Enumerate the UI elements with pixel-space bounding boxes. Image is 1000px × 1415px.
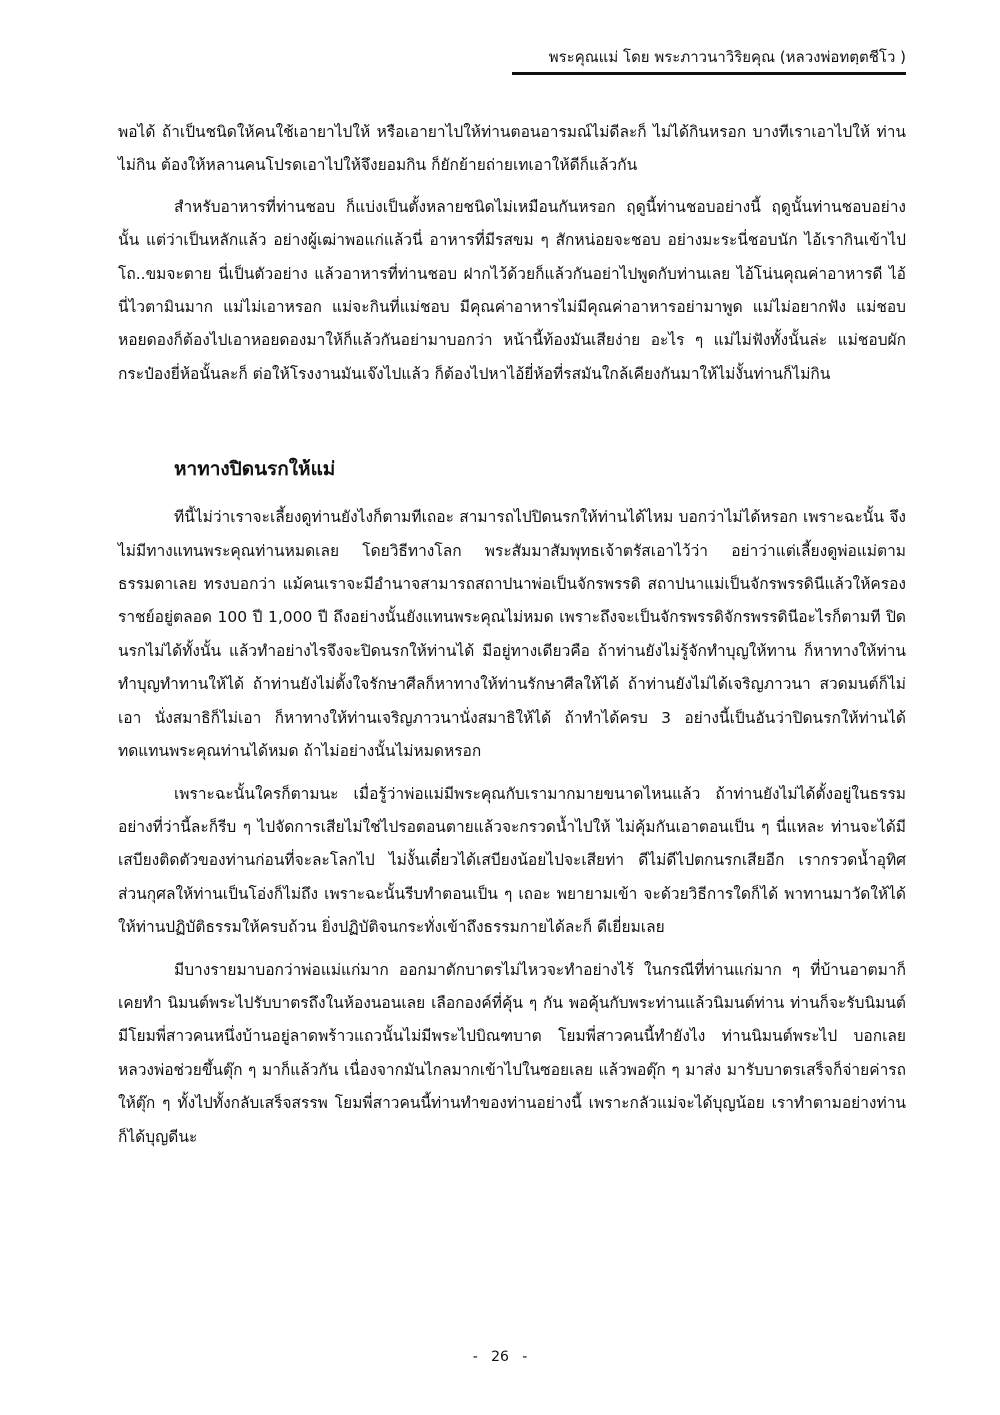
section-heading: หาทางปิดนรกให้แม่: [174, 458, 336, 481]
page-content: [118, 116, 906, 1154]
paragraph: พอได้ ถ้าเป็นชนิดให้คนใช้เอายาไปให้ หรือเอายาไปให้ท่านตอนอารมณ์ไม่ดีละก็ ไม่ได้กินหรอก บางทีเราเอาไปให้ ท่านไม่กิน ต้องให้หลานคนโปรดเอาไปให้จึงยอมกิน ก็ยักย้ายถ่ายเทเอาให้ดีก็แล้วกัน: [118, 123, 906, 175]
paragraph: สำหรับอาหารที่ท่านชอบ ก็แบ่งเป็นตั้งหลายชนิดไม่เหมือนกันหรอก ฤดูนี้ท่านชอบอย่างนี้ ฤดูนั้นท่านชอบอย่างนั้น แต่ว่าเป็นหลักแล้ว อย่างผู้เฒ่าพอแก่แล้วนี่ อาหารที่มีรสขม ๆ สักหน่อยจะชอบ อย่างมะระนี่ชอบนัก ไอ้เรากินเข้าไป โถ..ขมจะตาย นี่เป็นตัวอย่าง แล้วอาหารที่ท่านชอบ ฝากไว้ด้วยก็แล้วกันอย่าไปพูดกับท่านเลย ไอ้โน่นคุณค่าอาหารดี ไอ้นี่ไวตามินมาก แม่ไม่เอาหรอก แม่จะกินที่แม่ชอบ มีคุณค่าอาหารไม่มีคุณค่าอาหารอย่ามาพูด แม่ไม่อยากฟัง แม่ชอบหอยดองก็ต้องไปเอาหอยดองมาให้ก็แล้วกันอย่ามาบอกว่า หน้านี้ท้องมันเสียง่าย อะไร ๆ แม่ไม่ฟังทั้งนั้นล่ะ แม่ชอบผักกระป๋องยี่ห้อนั้นละก็ ต่อให้โรงงานมันเจ๊งไปแล้ว ก็ต้องไปหาไอ้ยี่ห้อที่รสมันใกล้เคียงกันมาให้ไม่งั้นท่านก็ไม่กิน: [118, 197, 906, 383]
paragraph: ทีนี้ไม่ว่าเราจะเลี้ยงดูท่านยังไงก็ตามทีเถอะ สามารถไปปิดนรกให้ท่านได้ไหม บอกว่าไม่ได้หรอก เพราะฉะนั้น จึงไม่มีทางแทนพระคุณท่านหมดเลย โดยวิธีทางโลก พระสัมมาสัมพุทธเจ้าตรัสเอาไว้ว่า อย่าว่าแต่เลี้ยงดูพ่อแม่ตามธรรมดาเลย ทรงบอกว่า แม้คนเราจะมีอำนาจสามารถสถาปนาพ่อเป็นจักรพรรดิ สถาปนาแม่เป็นจักรพรรดินีแล้วให้ครองราชย์อยู่ตลอด 100 ปี 1,000 ปี ถึงอย่างนั้นยังแทนพระคุณไม่หมด เพราะถึงจะเป็นจักรพรรดิจักรพรรดินีอะไรก็ตามที ปิดนรกไม่ได้ทั้งนั้น แล้วทำอย่างไรจึงจะปิดนรกให้ท่านได้ มีอยู่ทางเดียวคือ ถ้าท่านยังไม่รู้จักทำบุญให้ทาน ก็หาทางให้ท่านทำบุญทำทานให้ได้ ถ้าท่านยังไม่ตั้งใจรักษาศีลก็หาทางให้ท่านรักษาศีลให้ได้ ถ้าท่านยังไม่ได้เจริญภาวนา สวดมนต์ก็ไม่เอา นั่งสมาธิก็ไม่เอา ก็หาทางให้ท่านเจริญภาวนานั่งสมาธิให้ได้ ถ้าทำได้ครบ 3 อย่างนี้เป็นอันว่าปิดนรกให้ท่านได้ ทดแทนพระคุณท่านได้หมด ถ้าไม่อย่างนั้นไม่หมดหรอก: [118, 508, 906, 761]
page-header: [0, 36, 1000, 76]
page-number: - 26 -: [472, 1349, 528, 1365]
paragraph: มีบางรายมาบอกว่าพ่อแม่แก่มาก ออกมาตักบาตรไม่ไหวจะทำอย่างไร้ ในกรณีที่ท่านแก่มาก ๆ ที่บ้านอาตมาก็เคยทำ นิมนต์พระไปรับบาตรถึงในห้องนอนเลย เลือกองค์ที่คุ้น ๆ กัน พอคุ้นกับพระท่านแล้วนิมนต์ท่าน ท่านก็จะรับนิมนต์ มีโยมพี่สาวคนหนึ่งบ้านอยู่ลาดพร้าวแถวนั้นไม่มีพระไปบิณฑบาต โยมพี่สาวคนนี้ทำยังไง ท่านนิมนต์พระไป บอกเลย หลวงพ่อช่วยขึ้นตุ๊ก ๆ มาก็แล้วกัน เนื่องจากมันไกลมากเข้าไปในซอยเลย แล้วพอตุ๊ก ๆ มาส่ง มารับบาตรเสร็จก็จ่ายค่ารถให้ตุ๊ก ๆ ทั้งไปทั้งกลับเสร็จสรรพ โยมพี่สาวคนนี้ท่านทำของท่านอย่างนี้ เพราะกลัวแม่จะได้บุญน้อย เราทำตามอย่างท่านก็ได้บุญดีนะ: [118, 960, 906, 1146]
header-title: พระคุณแม่ โดย พระภาวนาวิริยคุณ (หลวงพ่อทตฺตชีโว ): [548, 48, 906, 66]
header-rule: [512, 72, 906, 75]
paragraph: เพราะฉะนั้นใครก็ตามนะ เมื่อรู้ว่าพ่อแม่มีพระคุณกับเรามากมายขนาดไหนแล้ว ถ้าท่านยังไม่ได้ตั้งอยู่ในธรรมอย่างที่ว่านี้ละก็รีบ ๆ ไปจัดการเสียไม่ใช่ไปรอตอนตายแล้วจะกรวดน้ำไปให้ ไม่คุ้มกันเอาตอนเป็น ๆ นี่แหละ ท่านจะได้มีเสบียงติดตัวของท่านก่อนที่จะละโลกไป ไม่งั้นเดี๋ยวได้เสบียงน้อยไปจะเสียท่า ดีไม่ดีไปตกนรกเสียอีก เรากรวดน้ำอุทิศส่วนกุศลให้ท่านเป็นโอ่งก็ไม่ถึง เพราะฉะนั้นรีบทำตอนเป็น ๆ เถอะ พยายามเข้า จะด้วยวิธีการใดก็ได้ พาทานมาวัดให้ได้ให้ท่านปฏิบัติธรรมให้ครบถ้วน ยิ่งปฏิบัติจนกระทั่งเข้าถึงธรรมกายได้ละก็ ดีเยี่ยมเลย: [118, 784, 906, 937]
